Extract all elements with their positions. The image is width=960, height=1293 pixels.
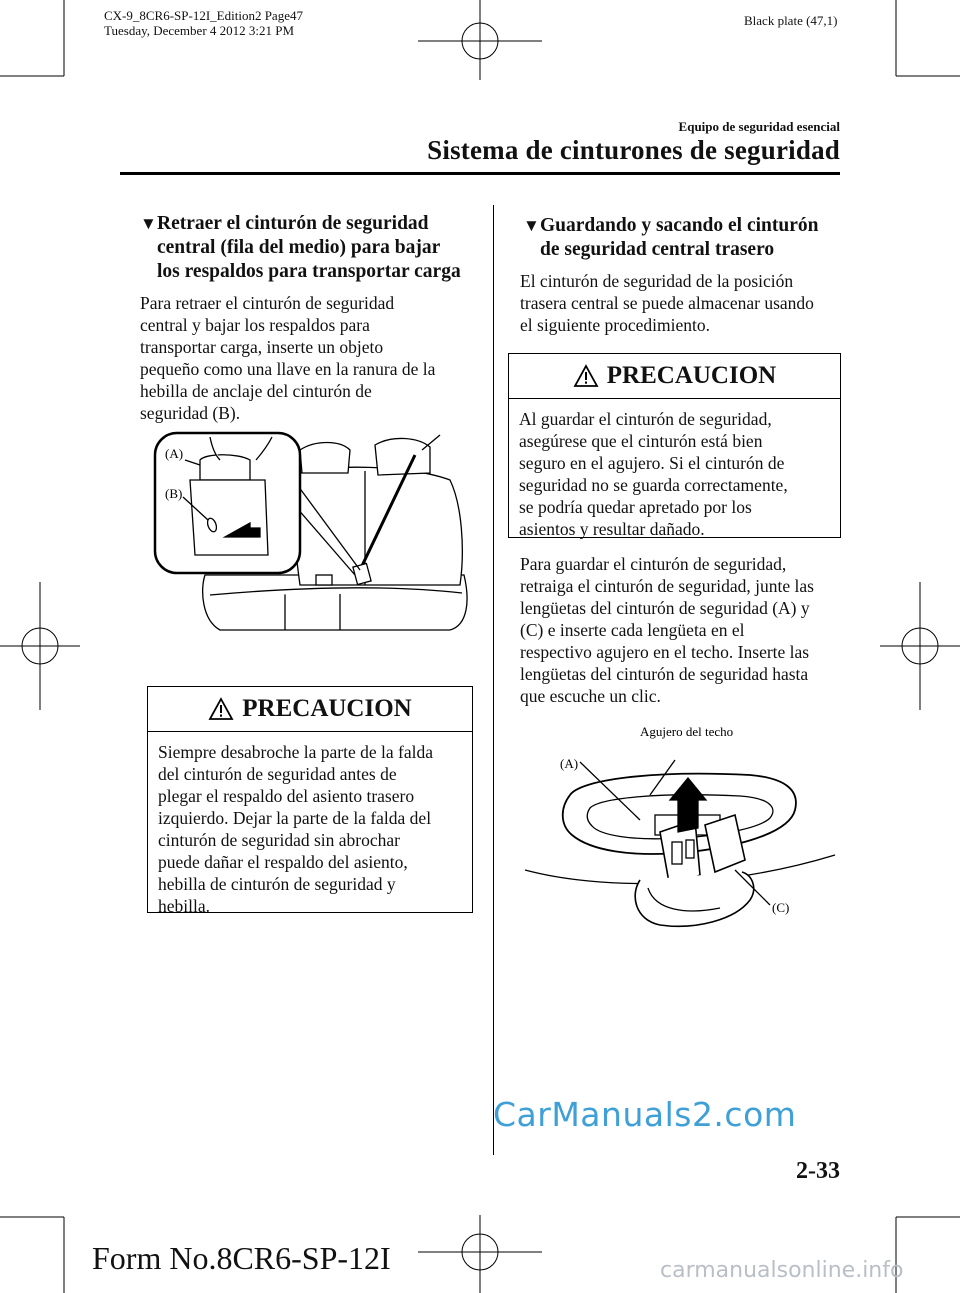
- caution-line: asientos y resultar dañado.: [519, 519, 705, 539]
- left-body-line: seguridad (B).: [140, 403, 241, 423]
- right-body-line: respectivo agujero en el techo. Inserte las: [520, 642, 810, 662]
- right-heading-line: Guardando y sacando el cinturón: [540, 215, 819, 236]
- print-info-line2: Tuesday, December 4 2012 3:21 PM: [104, 23, 295, 38]
- left-heading-line: Retraer el cinturón de seguridad: [157, 213, 429, 234]
- right-caution-box: [508, 353, 841, 538]
- caution-line: seguro en el agujero. Si el cinturón de: [519, 453, 785, 473]
- caution-line: seguridad no se guarda correctamente,: [519, 475, 788, 495]
- left-heading-line: los respaldos para transportar carga: [157, 261, 461, 282]
- left-body: [140, 292, 435, 424]
- caution-line: cinturón de seguridad sin abrochar: [158, 830, 401, 850]
- right-body-line: (C) e inserte cada lengüeta en el: [520, 620, 745, 640]
- caution-header: [148, 687, 472, 732]
- watermark-logo: CarManuals2.com: [493, 1095, 797, 1134]
- left-body-line: pequeño como una llave en la ranura de la: [140, 359, 436, 379]
- warning-triangle-icon: [573, 364, 599, 388]
- caution-line: plegar el respaldo del asiento trasero: [158, 786, 415, 806]
- figure-label-c: (C): [772, 900, 790, 915]
- figure-label-b: (B): [165, 486, 183, 501]
- left-body-line: hebilla de anclaje del cinturón de: [140, 381, 372, 401]
- right-intro-line: trasera central se puede almacenar usando: [520, 293, 814, 313]
- caution-line: asegúrese que el cinturón está bien: [519, 431, 763, 451]
- left-heading-line: central (fila del medio) para bajar: [157, 237, 441, 258]
- right-body-line: Para guardar el cinturón de seguridad,: [520, 554, 787, 574]
- caution-line: del cinturón de seguridad antes de: [158, 764, 397, 784]
- caution-line: Siempre desabroche la parte de la falda: [158, 742, 434, 762]
- figure-label-a: (A): [165, 446, 184, 461]
- header-rule: [120, 172, 840, 175]
- caution-line: se podría quedar apretado por los: [519, 497, 752, 517]
- caution-line: hebilla de cinturón de seguridad y: [158, 874, 396, 894]
- print-info-line1: CX-9_8CR6-SP-12I_Edition2 Page47: [104, 8, 303, 23]
- rear-seat-illustration: [150, 425, 475, 650]
- triangle-down-icon: ▼: [523, 216, 540, 235]
- caution-text: [158, 741, 462, 917]
- caution-title: PRECAUCION: [242, 695, 412, 722]
- watermark-bottom: carmanualsonline.info: [660, 1258, 904, 1283]
- right-intro: [520, 270, 814, 336]
- right-heading-line: de seguridad central trasero: [540, 239, 775, 260]
- figure-label-hole: Agujero del techo: [640, 724, 734, 739]
- warning-triangle-icon: [208, 697, 234, 721]
- plate-info: Black plate (47,1): [744, 13, 838, 28]
- right-body-line: lengüetas del cinturón de seguridad (A) y: [520, 598, 810, 618]
- roof-hole-illustration: [520, 720, 840, 945]
- left-caution-box: [147, 686, 473, 916]
- right-body-line: que escuche un clic.: [520, 686, 661, 706]
- form-number: Form No.8CR6-SP-12I: [92, 1240, 391, 1276]
- right-body: [520, 553, 814, 707]
- caution-line: izquierdo. Dejar la parte de la falda del: [158, 808, 432, 828]
- left-body-line: Para retraer el cinturón de seguridad: [140, 293, 395, 313]
- right-body-line: lengüetas del cinturón de seguridad hasta: [520, 664, 809, 684]
- caution-line: hebilla.: [158, 896, 210, 916]
- section-title: Sistema de cinturones de seguridad: [427, 135, 840, 165]
- caution-text: [519, 408, 830, 540]
- left-heading: [140, 212, 461, 284]
- print-info: [104, 8, 303, 38]
- figure-label-a: (A): [560, 756, 579, 771]
- page-number: 2-33: [796, 1158, 840, 1184]
- triangle-down-icon: ▼: [140, 214, 157, 233]
- caution-line: puede dañar el respaldo del asiento,: [158, 852, 408, 872]
- caution-title: PRECAUCION: [606, 362, 777, 389]
- section-subtitle: Equipo de seguridad esencial: [678, 119, 840, 134]
- caution-line: Al guardar el cinturón de seguridad,: [519, 409, 772, 429]
- left-body-line: transportar carga, inserte un objeto: [140, 337, 384, 357]
- right-heading: [523, 214, 819, 262]
- right-body-line: retraiga el cinturón de seguridad, junte las: [520, 576, 814, 596]
- right-intro-line: El cinturón de seguridad de la posición: [520, 271, 794, 291]
- right-intro-line: el siguiente procedimiento.: [520, 315, 711, 335]
- left-body-line: central y bajar los respaldos para: [140, 315, 370, 335]
- column-divider: [493, 205, 494, 1155]
- caution-header: [509, 354, 840, 399]
